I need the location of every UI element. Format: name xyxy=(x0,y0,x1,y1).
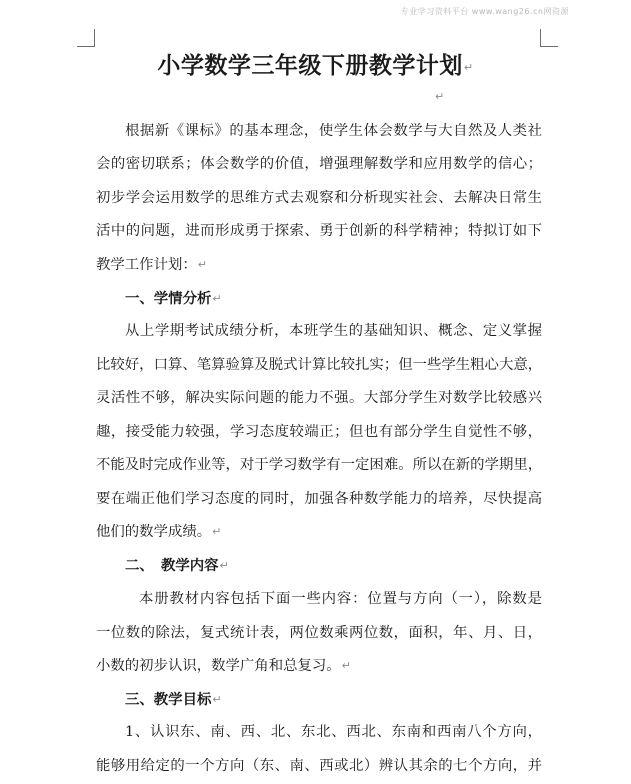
body-line[interactable]: 一位数的除法，复式统计表，两位数乘两位数，面积，年、月、日， xyxy=(96,625,542,641)
body-line[interactable]: 能够用给定的一个方向（东、南、西或北）辨认其余的七个方向，并 xyxy=(96,758,542,774)
body-line[interactable]: 趣，接受能力较强，学习态度较端正；但也有部分学生自觉性不够， xyxy=(96,424,542,440)
section-heading-teaching-goals[interactable] xyxy=(96,690,571,710)
paragraph-mark-icon: ↵ xyxy=(219,559,229,572)
section-heading-learning-analysis[interactable] xyxy=(96,289,571,309)
intro-line-text: 教学工作计划： xyxy=(96,257,197,273)
body-line[interactable]: 要在端正他们学习态度的同时，加强各种数学能力的培养，尽快提高 xyxy=(96,491,542,507)
paragraph-mark-icon: ↵ xyxy=(463,60,474,74)
document-title[interactable] xyxy=(0,47,631,80)
body-line[interactable]: 灵活性不够，解决实际问题的能力不强。大部分学生对数学比较感兴 xyxy=(96,390,542,406)
heading-text: 一、学情分析 xyxy=(125,290,212,307)
body-line[interactable] xyxy=(96,656,542,676)
intro-line[interactable] xyxy=(96,255,542,275)
body-line-text: 小数的初步认识，数学广角和总复习。 xyxy=(96,658,341,674)
body-line[interactable]: 不能及时完成作业等，对于学习数学有一定困难。所以在新的学期里， xyxy=(96,457,543,473)
title-text: 小学数学三年级下册教学计划 xyxy=(157,52,463,79)
intro-line[interactable]: 初步学会运用数学的思维方式去观察和分析现实社会、去解决日常生 xyxy=(96,190,542,206)
body-line[interactable]: 本册教材内容包括下面一些内容：位置与方向（一），除数是 xyxy=(139,591,542,607)
paragraph-mark-icon: ↵ xyxy=(341,659,351,672)
paragraph-mark-icon: ↵ xyxy=(212,525,222,538)
paragraph-mark-icon: ↵ xyxy=(435,90,445,103)
body-line[interactable]: 比较好，口算、笔算验算及脱式计算比较扎实；但一些学生粗心大意， xyxy=(96,357,543,373)
intro-line[interactable]: 会的密切联系；体会数学的价值，增强理解数学和应用数学的信心； xyxy=(96,156,542,172)
section-heading-teaching-content[interactable] xyxy=(96,556,571,576)
paragraph-mark-icon: ↵ xyxy=(197,258,207,271)
margin-corner-top-right xyxy=(540,29,558,47)
body-line[interactable]: 从上学期考试成绩分析，本班学生的基础知识、概念、定义掌握 xyxy=(125,323,542,339)
intro-line[interactable]: 根据新《课标》的基本理念，使学生体会数学与大自然及人类社 xyxy=(125,123,542,139)
paragraph-mark-icon: ↵ xyxy=(212,292,222,305)
body-line[interactable]: 1、认识东、南、西、北、东北、西北、东南和西南八个方向， xyxy=(125,724,542,740)
header-watermark: 专业学习资料平台 www.wang26.cn网资源 xyxy=(400,7,569,16)
body-line[interactable] xyxy=(96,522,542,542)
heading-text: 二、 教学内容 xyxy=(125,557,219,574)
margin-corner-top-left xyxy=(77,29,95,47)
intro-line[interactable]: 活中的问题，进而形成勇于探索、勇于创新的科学精神；特拟订如下 xyxy=(96,223,542,239)
heading-text: 三、教学目标 xyxy=(125,691,212,708)
paragraph-mark-icon: ↵ xyxy=(212,693,222,706)
body-line-text: 他们的数学成绩。 xyxy=(96,524,212,540)
